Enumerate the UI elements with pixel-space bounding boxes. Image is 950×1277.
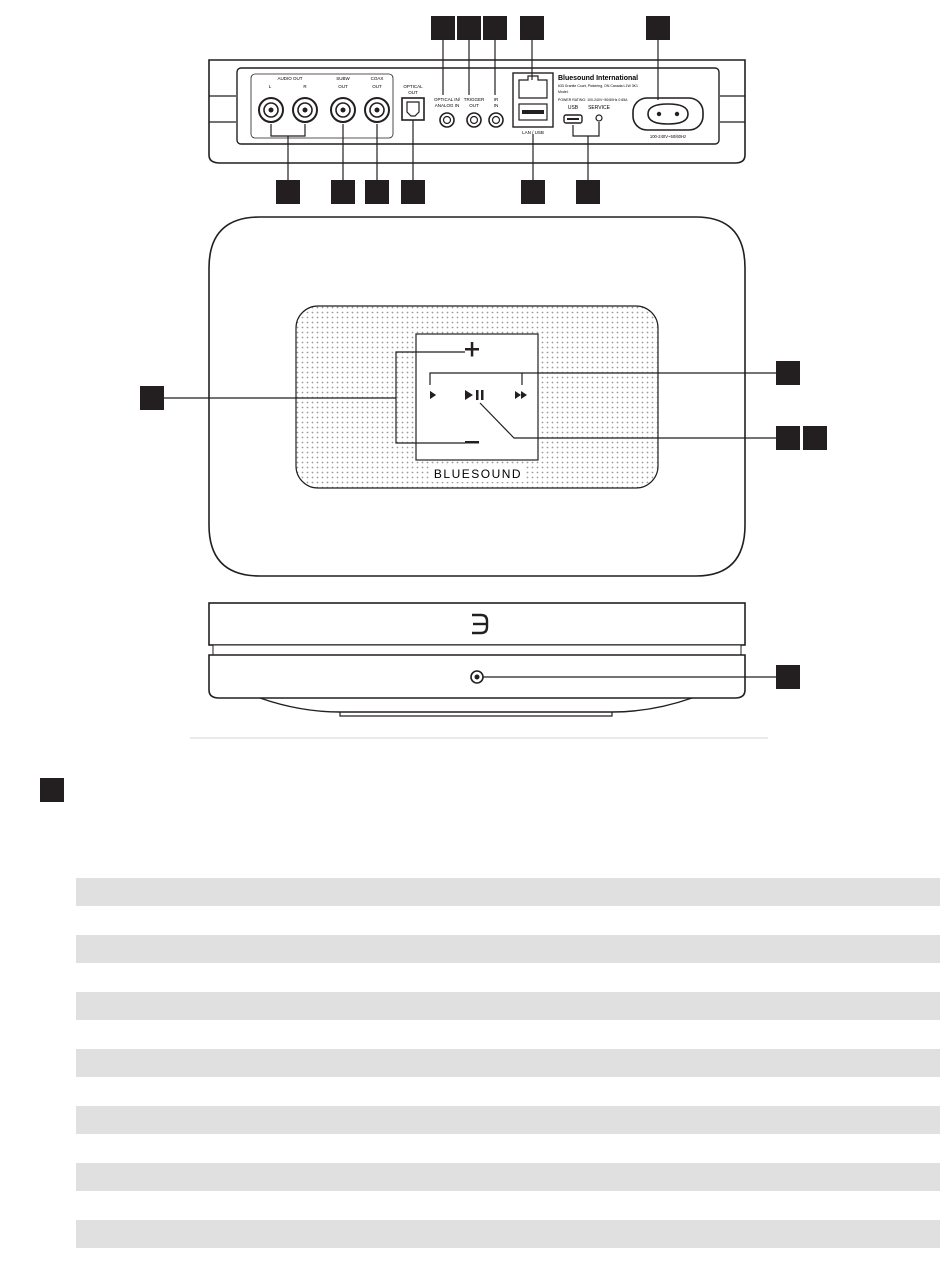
ir-label: IR bbox=[493, 97, 499, 102]
trigger-out-label: OUT bbox=[469, 103, 479, 108]
callout-marker bbox=[646, 16, 670, 40]
lan-usb-port-block bbox=[513, 73, 553, 127]
audio-out-label: AUDIO OUT bbox=[277, 76, 303, 81]
rca-jack-subwoofer bbox=[331, 98, 355, 122]
callout-marker bbox=[331, 180, 355, 204]
volume-down-button[interactable] bbox=[465, 441, 479, 444]
table-row bbox=[76, 1049, 940, 1077]
top-view bbox=[140, 217, 827, 576]
optical-out-port bbox=[402, 98, 424, 120]
headphone-jack bbox=[471, 671, 483, 683]
rear-address-text: 633 Granite Court, Pickering, ON Canada L1W 3K1 bbox=[558, 84, 638, 88]
optical-out-label: OUT bbox=[408, 90, 418, 95]
power-rating-text: POWER RATING: 100-240V~50/60Hz 0.65A bbox=[558, 98, 628, 102]
rca-jack-right bbox=[293, 98, 317, 122]
power-rating-label: 100-240V~50/60Hz bbox=[649, 134, 687, 139]
table-row bbox=[76, 992, 940, 1020]
callout-markers-middle bbox=[276, 180, 600, 204]
callout-marker bbox=[520, 16, 544, 40]
table-row bbox=[76, 1163, 940, 1191]
callout-marker bbox=[776, 361, 800, 385]
mini-jack-trigger bbox=[467, 113, 481, 127]
optical-label: OPTICAL bbox=[403, 84, 423, 89]
table-row bbox=[76, 1220, 940, 1248]
callout-marker bbox=[483, 16, 507, 40]
callout-marker bbox=[276, 180, 300, 204]
callout-marker bbox=[776, 665, 800, 689]
lan-usb-label: LAN / USB bbox=[522, 130, 544, 135]
optical-in-label: OPTICAL IN/ bbox=[433, 97, 461, 102]
callout-marker bbox=[365, 180, 389, 204]
callout-marker bbox=[803, 426, 827, 450]
callout-marker bbox=[576, 180, 600, 204]
service-pinhole bbox=[596, 115, 602, 121]
service-label: SERVICE bbox=[588, 105, 610, 111]
subw-out-label: OUT bbox=[338, 84, 348, 89]
callout-marker bbox=[457, 16, 481, 40]
rca-jack-left bbox=[259, 98, 283, 122]
rear-panel bbox=[209, 40, 745, 180]
legend-table bbox=[76, 878, 940, 1277]
bluesound-logo: BLUESOUND bbox=[433, 467, 523, 481]
table-row bbox=[76, 1106, 940, 1134]
callout-marker bbox=[401, 180, 425, 204]
coax-out-label: OUT bbox=[372, 84, 382, 89]
section-marker bbox=[40, 778, 64, 802]
mini-jack-optical-in bbox=[440, 113, 454, 127]
rca-jack-coax bbox=[365, 98, 389, 122]
subw-label: SUBW bbox=[336, 76, 350, 81]
right-label: R bbox=[303, 84, 307, 89]
trigger-label: TRIGGER bbox=[463, 97, 485, 102]
rear-brand-text: Bluesound International bbox=[558, 75, 639, 82]
coax-label: COAX bbox=[370, 76, 384, 81]
analog-in-label: ANALOG IN bbox=[434, 103, 460, 108]
power-inlet bbox=[633, 98, 703, 130]
table-row bbox=[76, 935, 940, 963]
left-label: L bbox=[268, 84, 272, 89]
callout-markers-top bbox=[431, 16, 670, 40]
callout-marker bbox=[431, 16, 455, 40]
callout-marker bbox=[776, 426, 800, 450]
callout-marker bbox=[521, 180, 545, 204]
callout-marker bbox=[140, 386, 164, 410]
rear-model-text: Model: bbox=[558, 90, 569, 94]
front-view bbox=[209, 603, 800, 716]
micro-usb-port bbox=[564, 115, 582, 123]
usb-label: USB bbox=[567, 105, 579, 111]
ir-in-label: IN bbox=[493, 103, 499, 108]
mini-jack-ir bbox=[489, 113, 503, 127]
table-row bbox=[76, 878, 940, 906]
